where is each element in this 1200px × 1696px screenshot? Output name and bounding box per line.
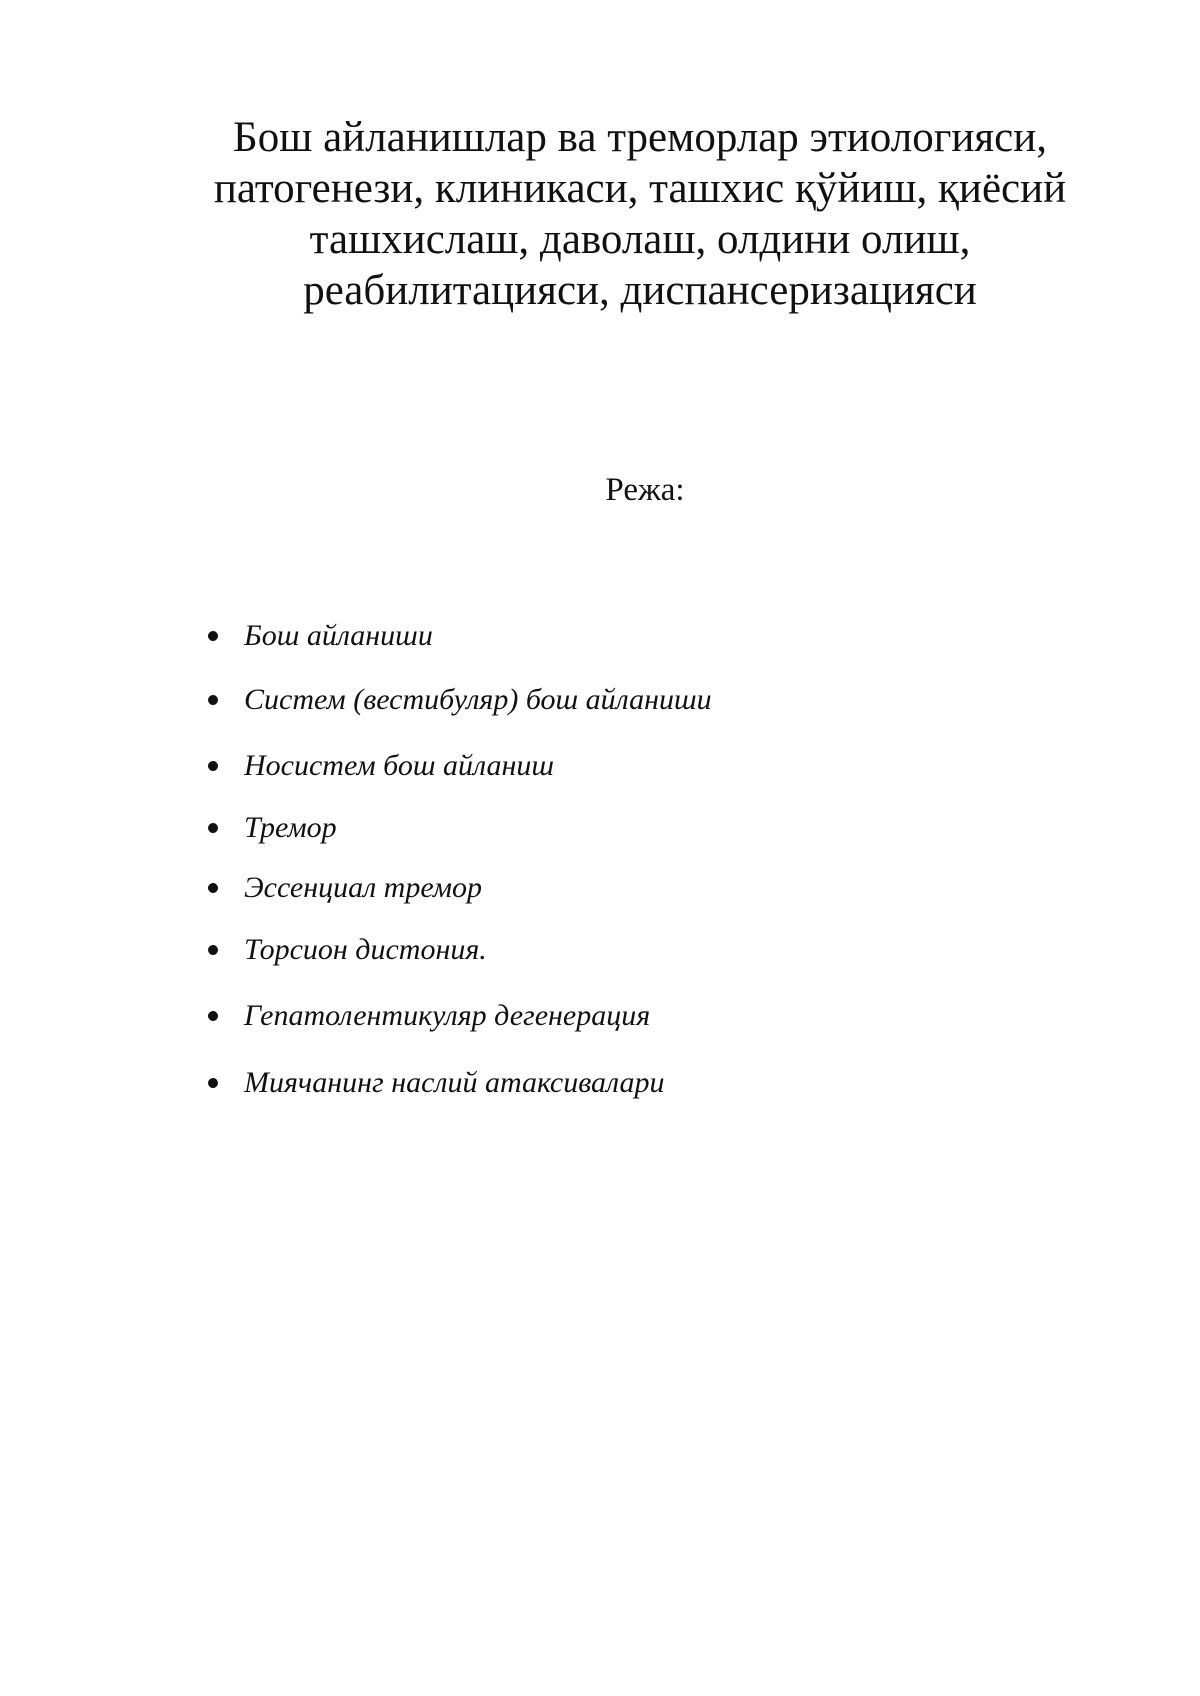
title-line: Бош айланишлар ва треморлар этиологияси, — [233, 114, 1047, 161]
bullet-icon — [207, 822, 220, 835]
plan-item-text: Тремор — [244, 811, 337, 844]
title-line: реабилитацияси, диспансеризацияси — [303, 267, 977, 314]
plan-heading: Режа: — [605, 472, 685, 508]
bullet-icon — [207, 694, 220, 707]
document-title — [140, 112, 1140, 316]
title-line: ташхислаш, даволаш, олдини олиш, — [309, 216, 971, 263]
plan-item-text: Торсион дистония. — [244, 933, 487, 966]
title-line: патогенези, клиникаси, ташхис қўйиш, қиёсий — [213, 165, 1067, 212]
plan-item-text: Эссенциал тремор — [244, 871, 483, 904]
bullet-icon — [207, 630, 220, 643]
bullet-icon — [207, 882, 220, 895]
bullet-icon — [207, 760, 220, 773]
plan-item-text: Систем (вестибуляр) бош айланиши — [244, 683, 712, 716]
plan-item-text: Миячанинг наслий атаксивалари — [244, 1066, 665, 1099]
bullet-icon — [207, 944, 220, 957]
plan-item-text: Гепатолентикуляр дегенерация — [244, 999, 651, 1032]
bullet-icon — [207, 1077, 220, 1090]
bullet-icon — [207, 1010, 220, 1023]
plan-item-text: Носистем бош айланиш — [244, 749, 554, 782]
plan-item-text: Бош айланиши — [244, 619, 433, 652]
